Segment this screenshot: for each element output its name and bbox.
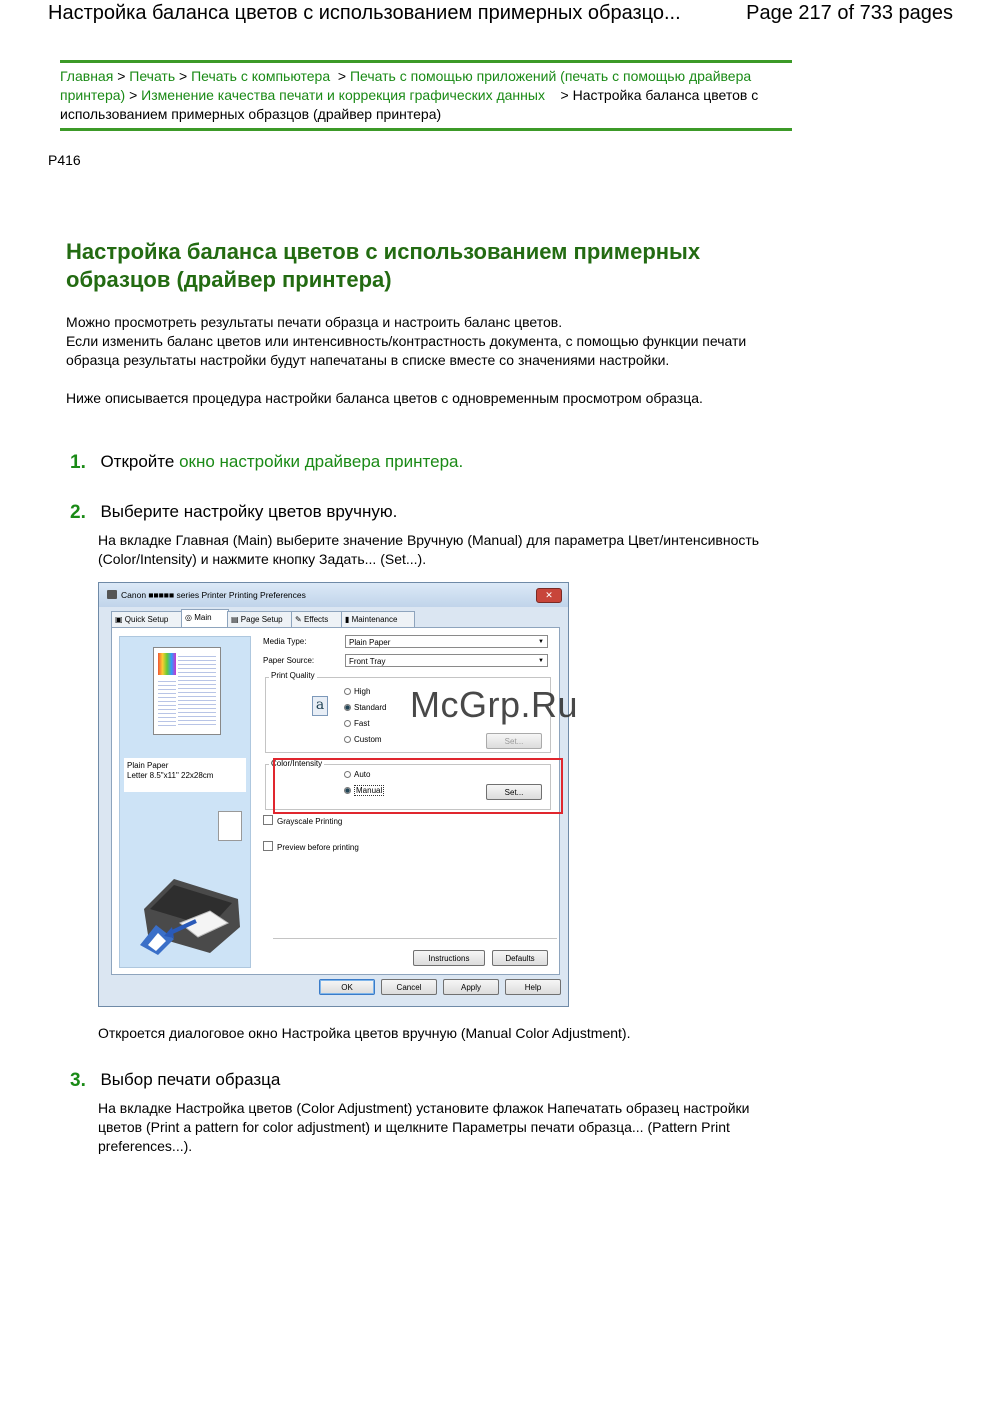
quality-standard-radio[interactable] <box>344 703 386 712</box>
color-bars <box>158 653 176 675</box>
preview-lines <box>158 678 176 727</box>
quality-custom-radio[interactable] <box>344 735 382 744</box>
tab-effects[interactable]: ✎ Effects <box>291 611 343 628</box>
quality-fast-radio[interactable] <box>344 719 370 728</box>
tab-label: Quick Setup <box>124 615 169 624</box>
radio-label: Manual <box>356 786 383 795</box>
radio-label: Auto <box>354 770 371 779</box>
watermark: McGrp.Ru <box>410 684 579 725</box>
intro-paragraph-2: Ниже описывается процедура настройки баланса цветов с одновременным просмотром образца. <box>66 390 703 406</box>
preview-size: Letter 8.5"x11" 22x28cm <box>127 771 214 780</box>
intro-line-1: Можно просмотреть результаты печати образца и настроить баланс цветов. <box>66 314 563 330</box>
radio-label: Fast <box>354 719 370 728</box>
checkbox-label: Preview before printing <box>277 843 359 852</box>
defaults-button[interactable]: Defaults <box>492 950 548 966</box>
chevron-down-icon: ▼ <box>538 658 544 664</box>
breadcrumb-separator: > <box>179 68 188 84</box>
preview-before-printing-checkbox[interactable] <box>263 841 359 852</box>
preview-info <box>124 758 246 792</box>
step-number: 2. <box>70 502 86 523</box>
tab-maintenance[interactable]: ▮ Maintenance <box>341 611 415 628</box>
page-code: P416 <box>48 152 81 168</box>
dialog-titlebar <box>99 583 568 607</box>
breadcrumb-link-print-from-apps[interactable]: Печать с помощью приложений (печать с помощью драйвера принтера) <box>60 68 752 103</box>
paper-source-select[interactable] <box>345 654 548 667</box>
radio-label: Standard <box>354 703 387 712</box>
preview-lines <box>178 653 216 727</box>
media-type-select[interactable] <box>345 635 548 648</box>
print-quality-label: Print Quality <box>271 671 315 680</box>
breadcrumb-bottom-rule <box>60 128 792 131</box>
main-tab-pane <box>111 627 560 975</box>
step-3-body: На вкладке Настройка цветов (Color Adjustment) установите флажок Напечатать образец настройки цветов (Print a pattern for color adjustment) и щелкните Параметры печати образца... (Pattern Print preferences...). <box>98 1100 750 1154</box>
breadcrumb-current: Настройка баланса цветов с использованием примерных образцов (драйвер принтера) <box>60 87 759 122</box>
quality-set-button[interactable]: Set... <box>486 733 542 749</box>
printer-illustration-icon <box>140 865 244 955</box>
tab-label: Maintenance <box>351 615 398 624</box>
grayscale-checkbox[interactable] <box>263 815 342 826</box>
step-number: 1. <box>70 452 86 473</box>
breadcrumb-separator: > <box>117 68 126 84</box>
media-type-value: Plain Paper <box>349 638 391 647</box>
step-number: 3. <box>70 1070 86 1091</box>
printer-icon <box>107 590 117 599</box>
close-icon[interactable]: ✕ <box>536 588 562 603</box>
step-title <box>100 452 463 472</box>
quality-high-radio[interactable] <box>344 687 370 696</box>
breadcrumb-link-print-from-computer[interactable]: Печать с компьютера <box>191 68 331 84</box>
breadcrumb-link-print[interactable]: Печать <box>129 68 176 84</box>
step-title: Выбор печати образца <box>100 1070 281 1089</box>
breadcrumb-separator: > <box>560 87 569 103</box>
step-2-result: Откроется диалоговое окно Настройка цветов вручную (Manual Color Adjustment). <box>98 1025 631 1041</box>
page-counter: Page 217 of 733 pages <box>746 2 953 24</box>
dialog-title: Canon ■■■■■ series Printer Printing Preferences <box>121 590 306 600</box>
page-preview <box>153 647 221 735</box>
step-title-text: Откройте <box>100 452 180 471</box>
highlight-box <box>273 758 563 814</box>
tab-label: Effects <box>303 615 329 624</box>
breadcrumb-separator: > <box>337 68 347 84</box>
paper-icon <box>218 811 242 841</box>
ok-button[interactable]: OK <box>319 979 375 995</box>
apply-button[interactable]: Apply <box>443 979 499 995</box>
instructions-button[interactable]: Instructions <box>413 950 485 966</box>
settings-preview <box>119 636 251 968</box>
step-2-body: На вкладке Главная (Main) выберите значение Вручную (Manual) для параметра Цвет/интенсивность (Color/Intensity) и нажмите кнопку Задать... (Set...). <box>98 532 760 567</box>
tab-page-setup[interactable]: ▤ Page Setup <box>227 611 293 628</box>
divider <box>273 938 557 939</box>
help-button[interactable]: Help <box>505 979 561 995</box>
radio-label: Custom <box>354 735 382 744</box>
intro-text <box>66 313 766 427</box>
breadcrumb-top-rule <box>60 60 792 63</box>
tab-label: Page Setup <box>240 615 283 624</box>
paper-source-label: Paper Source: <box>263 656 315 665</box>
tab-quick-setup[interactable]: ▣ Quick Setup <box>111 611 183 628</box>
color-intensity-label: Color/Intensity <box>271 759 323 768</box>
driver-settings-link[interactable]: окно настройки драйвера принтера. <box>179 452 464 471</box>
checkbox-label: Grayscale Printing <box>277 817 343 826</box>
chevron-down-icon: ▼ <box>538 639 544 645</box>
radio-label: High <box>354 687 371 696</box>
printer-preferences-dialog <box>98 582 569 1007</box>
breadcrumb-link-home[interactable]: Главная <box>60 68 114 84</box>
step-2 <box>70 502 790 524</box>
breadcrumb <box>60 67 780 124</box>
tab-label: Main <box>194 613 212 622</box>
step-1 <box>70 452 790 474</box>
intro-line-2: Если изменить баланс цветов или интенсивность/контрастность документа, с помощью функции печати образца результаты настройки будут напечатаны в списке вместе со значениями настройки. <box>66 333 747 368</box>
color-set-button[interactable]: Set... <box>486 784 542 800</box>
breadcrumb-link-quality[interactable]: Изменение качества печати и коррекция графических данных <box>141 87 545 103</box>
page-title: Настройка баланса цветов с использованием примерных образцов (драйвер принтера) <box>66 239 701 292</box>
paper-source-value: Front Tray <box>349 657 386 666</box>
preview-media: Plain Paper <box>127 761 169 770</box>
cancel-button[interactable]: Cancel <box>381 979 437 995</box>
step-3 <box>70 1070 790 1092</box>
step-title: Выберите настройку цветов вручную. <box>100 502 398 521</box>
quality-icon: a <box>312 696 328 716</box>
media-type-label: Media Type: <box>263 637 307 646</box>
tab-main[interactable]: ◎ Main <box>181 609 229 628</box>
breadcrumb-separator: > <box>129 87 138 103</box>
page-header-title: Настройка баланса цветов с использованием примерных образцо... <box>48 2 681 24</box>
